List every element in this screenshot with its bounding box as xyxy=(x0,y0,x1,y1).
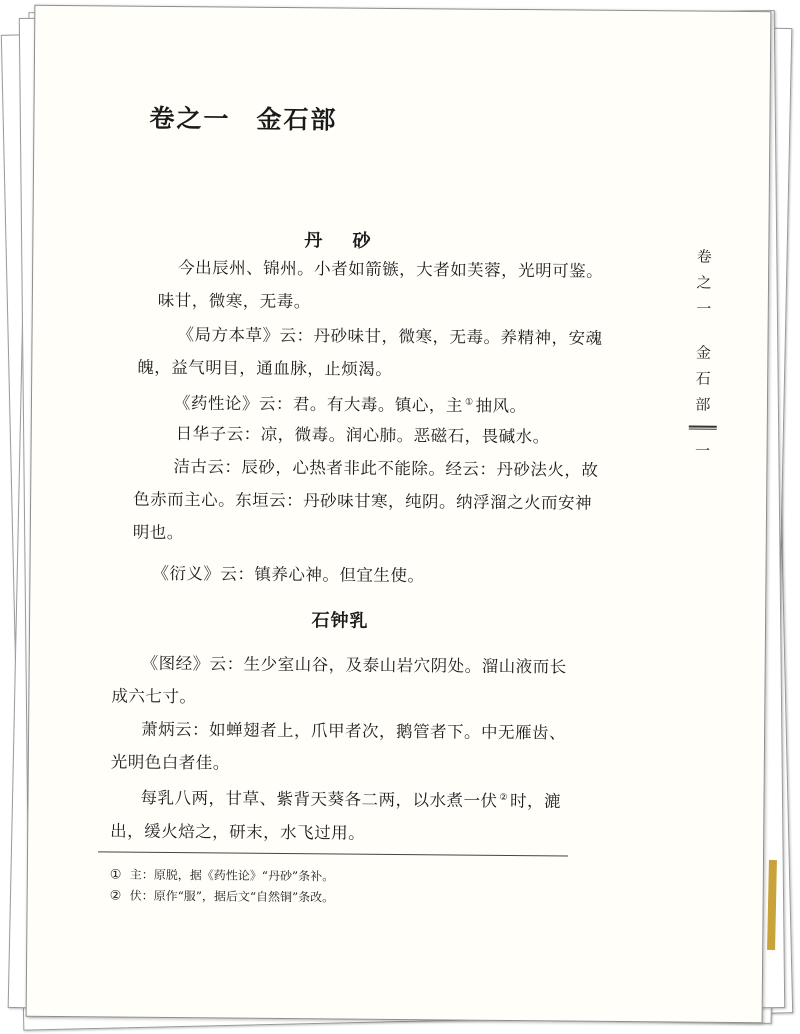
footnotes xyxy=(110,864,610,910)
paragraph xyxy=(137,318,603,388)
text-line: 光明色白者佳。 xyxy=(110,752,230,773)
running-head-char: 部 xyxy=(695,395,711,414)
text-segment: 每乳八两，甘草、紫背天葵各二两，以水煮一伏 xyxy=(140,788,498,811)
text-line: 色赤而主心。东垣云：丹砂味甘寒，纯阴。纳浮溜之火而安神 xyxy=(133,489,593,513)
text-line: 《图经》云：生少室山谷，及泰山岩穴阴处。溜山液而长 xyxy=(141,653,567,677)
chapter-heading xyxy=(149,99,337,137)
text-line xyxy=(140,779,561,818)
text-segment: 时，漉 xyxy=(509,791,562,811)
paragraph xyxy=(132,450,599,553)
paragraph xyxy=(110,779,562,851)
text-line: 味甘，微寒，无毒。 xyxy=(157,290,311,312)
text-line: 成六七寸。 xyxy=(111,686,197,707)
running-head-char: 一 xyxy=(696,299,712,318)
footnote-marker: ① xyxy=(109,867,122,883)
footnote-2 xyxy=(110,885,610,910)
text-line: 萧炳云：如蝉翅者上，爪甲者次，鹅管者下。中无雁齿、 xyxy=(141,719,567,743)
paragraph xyxy=(176,417,550,453)
page-number: 一 xyxy=(694,441,711,460)
text-line: 出，缓火焙之，研末，水飞过用。 xyxy=(110,820,366,843)
running-head-char: 石 xyxy=(695,369,711,388)
text-line: 《局方本草》云：丹砂味甘，微寒，无毒。养精神，安魂 xyxy=(177,325,603,348)
section-title-dansha: 丹 砂 xyxy=(304,230,383,252)
footnote-divider xyxy=(98,851,568,856)
text-segment: 抽风。 xyxy=(475,396,527,416)
footnote-text: 伏：原作“服”，据后文“自然铜”条改。 xyxy=(129,888,335,905)
running-head-char: 之 xyxy=(696,273,712,292)
running-head-char: 金 xyxy=(695,343,711,362)
text-line: 《衍义》云：镇养心神。但宜生使。 xyxy=(152,563,425,586)
footnote-text: 主：原脱，据《药性论》“丹砂”条补。 xyxy=(129,867,335,884)
text-line: 明也。 xyxy=(132,522,184,543)
text-line: 洁古云：辰砂，心热者非此不能除。经云：丹砂法火，故 xyxy=(173,457,599,480)
paragraph xyxy=(152,557,424,592)
paragraph xyxy=(110,713,567,783)
chapter-volume: 卷之一 xyxy=(149,103,231,134)
footnote-marker: ② xyxy=(109,888,122,904)
text-line: 日华子云：凉，微毒。润心肺。恶磁石，畏碱水。 xyxy=(175,424,550,447)
section-title-shizhongru: 石钟乳 xyxy=(311,610,369,632)
running-head-rule xyxy=(689,426,717,430)
chapter-section: 金石部 xyxy=(256,104,338,135)
paragraph xyxy=(157,251,604,321)
text-line: 今出辰州、锦州。小者如箭镞，大者如芙蓉，光明可鉴。 xyxy=(178,258,604,281)
text-segment: 《药性论》云：君。有大毒。镇心，主 xyxy=(173,393,464,416)
running-head xyxy=(691,244,715,464)
book-page xyxy=(26,5,772,1023)
text-line: 魄，益气明目，通血脉，止烦渴。 xyxy=(137,357,393,379)
footnote-ref-1[interactable]: ① xyxy=(464,397,474,408)
footnote-ref-2[interactable]: ② xyxy=(499,792,509,803)
running-head-char: 卷 xyxy=(696,247,712,266)
paragraph xyxy=(111,647,567,717)
